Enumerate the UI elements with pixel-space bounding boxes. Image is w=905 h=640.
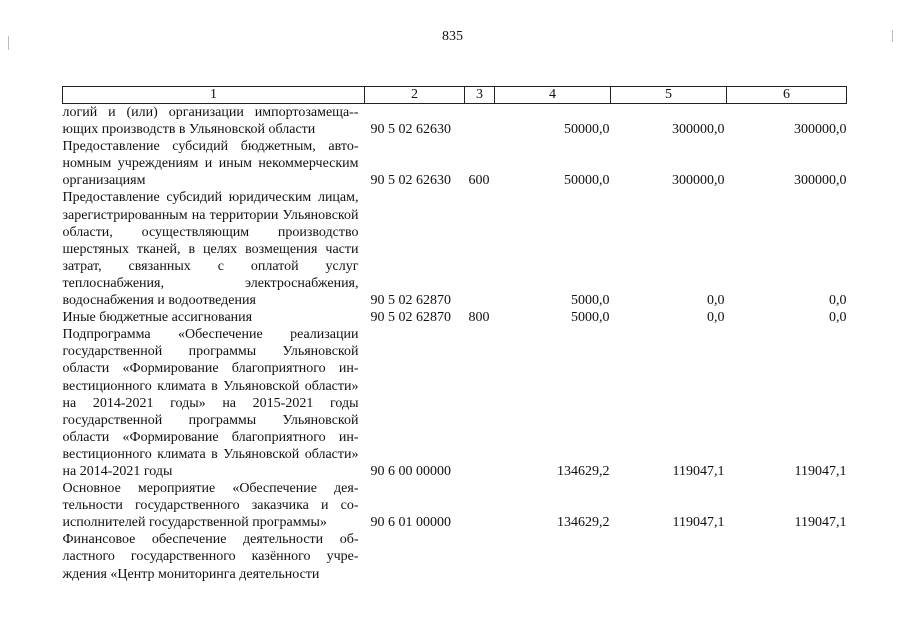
row-value-col4: 5000,0 [571, 293, 610, 309]
row-value-col4: 50000,0 [564, 173, 610, 189]
row-expense-type [465, 531, 495, 582]
row-value-col4: 50000,0 [564, 122, 610, 138]
table-row [63, 480, 847, 531]
row-expense-type [465, 189, 495, 309]
row-code: 90 6 01 00000 [370, 515, 451, 531]
table-row [63, 309, 847, 326]
budget-table [62, 86, 847, 583]
column-header: 1 [63, 87, 365, 104]
table-row [63, 531, 847, 582]
scan-mark-right [892, 30, 893, 42]
row-description: Предоставление субсидий юридическим лицам, зарегистрированным на территории Ульяновской области, осуществляющим производство шерстяных тканей, в целях возмещения части затрат, связанных с оплатой услуг теплоснабжения, электроснабжения, водоснабжения и водоотведения [62, 190, 359, 309]
column-header: 6 [727, 87, 847, 104]
row-value-col5: 0,0 [707, 293, 725, 309]
table-row [63, 326, 847, 480]
scan-mark-left [8, 36, 9, 50]
row-value-col5: 119047,1 [672, 515, 725, 531]
row-value-col4 [495, 531, 611, 582]
row-value-col4: 134629,2 [557, 515, 610, 531]
row-code: 90 5 02 62630 [370, 122, 451, 138]
row-description: Предоставление субсидий бюджетным, автономным учреждениям и иным некоммерческим организациям [62, 139, 359, 189]
row-code: 90 5 02 62630 [370, 173, 451, 189]
row-value-col5: 119047,1 [672, 463, 725, 479]
row-value-col6: 0,0 [829, 310, 847, 326]
row-value-col6: 300000,0 [794, 122, 847, 138]
row-code: 90 5 02 62870 [370, 310, 451, 326]
row-code [365, 531, 465, 582]
column-header: 5 [611, 87, 727, 104]
table-row [63, 138, 847, 189]
row-expense-type: 800 [468, 310, 490, 326]
row-value-col5: 0,0 [707, 310, 725, 326]
row-expense-type: 600 [468, 173, 490, 189]
row-value-col4: 5000,0 [571, 310, 610, 326]
row-value-col6 [727, 531, 847, 582]
row-value-col4: 134629,2 [557, 463, 610, 479]
row-description: Подпрограмма «Обеспечение реализации государственной программы Ульяновской области «Формирование благоприятного инвестиционного климата в Ульяновской области» на 2014-2021 годы» на 2015-2021 годы государственной программы Ульяновской области «Формирование благоприятного инвестиционного климата в Ульяновской области» на 2014-2021 годы [62, 327, 359, 479]
column-header: 4 [495, 87, 611, 104]
table-row [63, 189, 847, 309]
row-code: 90 5 02 62870 [370, 293, 451, 309]
row-value-col5: 300000,0 [672, 173, 725, 189]
row-description: логий и (или) организации импортозамеща-ющих производств в Ульяновской области [62, 105, 359, 138]
row-description: Иные бюджетные ассигнования [62, 310, 253, 326]
row-expense-type [465, 480, 495, 531]
row-description: Основное мероприятие «Обеспечение деятельности государственного заказчика и соисполнителей государственной программы» [62, 481, 359, 531]
row-value-col5 [611, 531, 727, 582]
row-expense-type [465, 104, 495, 139]
row-value-col6: 119047,1 [794, 515, 847, 531]
column-header: 3 [465, 87, 495, 104]
row-value-col6: 0,0 [829, 293, 847, 309]
row-description: Финансовое обеспечение деятельности областного государственного казённого учреждения «Центр мониторинга деятельности [62, 532, 359, 582]
column-header: 2 [365, 87, 465, 104]
row-value-col6: 119047,1 [794, 463, 847, 479]
table-row [63, 104, 847, 139]
page-number: 835 [442, 29, 463, 44]
row-code: 90 6 00 00000 [370, 463, 451, 479]
row-value-col6: 300000,0 [794, 173, 847, 189]
row-value-col5: 300000,0 [672, 122, 725, 138]
row-expense-type [465, 326, 495, 480]
table-header-row [63, 87, 847, 104]
